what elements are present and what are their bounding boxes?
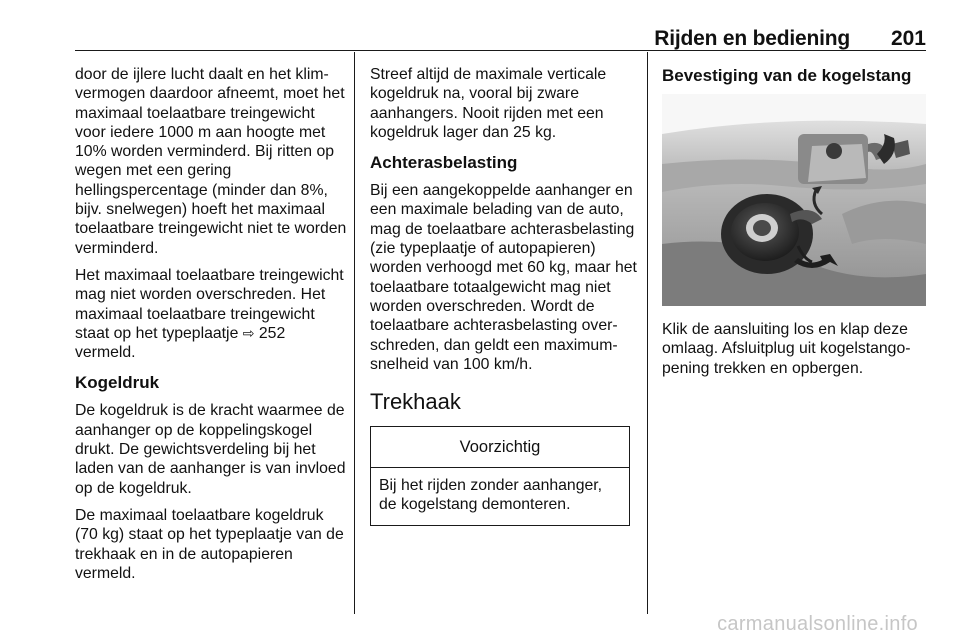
section-title-trekhaak: Trekhaak: [370, 389, 461, 415]
heading-kogeldruk: Kogeldruk: [75, 373, 160, 393]
paragraph-max-weight-text: Het maximaal toelaatbare treingewicht mag niet worden overschreden. Het maximaal toelaatbare treingewicht staat op het typeplaatje: [75, 266, 344, 342]
caution-text: Bij het rijden zonder aanhanger, de kogelstang demonteren.: [379, 477, 603, 514]
column-divider-right: [647, 52, 648, 614]
reference-page-number[interactable]: 252: [258, 324, 286, 342]
paragraph-kogeldruk-definition: De kogeldruk is de kracht waarmee de aanhanger op de koppelingskogel drukt. De gewichtsverdeling bij het laden van de aanhanger is van invloed op de kogeldruk.: [75, 402, 346, 497]
paragraph-altitude: door de ijlere lucht daalt en het klimvermogen daardoor afneemt, moet het maximaal toelaatbare treingewicht voor iedere 1000 m aan hoogte met 10% worden verminderd. Bij ritten op wegen met een gering hellingspercentage (minder dan 8%, bijv. snelwegen) hoeft het maximaal toelaatbare treingewicht niet te worden verminderd.: [75, 66, 347, 257]
page-reference-icon[interactable]: ⇨: [242, 324, 255, 341]
paragraph-rear-axle-load: Bij een aangekoppelde aanhanger en een maximale belading van de auto, mag de toelaatbare achterasbelasting (zie typeplaatje of autopapieren) worden verhoogd met 60 kg, maar het toelaatbare totaalgewicht mag niet worden overschreden. Wordt de toelaatbare achterasbelasting overschreden, dan geldt een maximumsnelheid van 100 km/h.: [370, 182, 637, 373]
paragraph-instruction: Klik de aansluiting los en klap deze omlaag. Afsluitplug uit kogelstangopening trekken en opbergen.: [662, 321, 911, 377]
paragraph-max-weight-tail: vermeld.: [75, 344, 136, 362]
caution-title: Voorzichtig: [371, 427, 629, 468]
chapter-title: Rijden en bediening: [654, 27, 850, 50]
paragraph-kogeldruk-max: De maximaal toelaatbare kogeldruk (70 kg) staat op het typeplaatje van de trekhaak en in de autopapieren vermeld.: [75, 506, 344, 582]
tow-bar-photo: [662, 94, 926, 306]
page-header: [75, 0, 926, 51]
column-2: [370, 65, 638, 526]
paragraph-max-weight: [75, 266, 347, 362]
column-divider-left: [354, 52, 355, 614]
page-number: 201: [890, 27, 926, 50]
heading-achterasbelasting: Achterasbelasting: [370, 153, 518, 173]
watermark: carmanualsonline.info: [717, 613, 918, 635]
column-3: [662, 65, 930, 386]
heading-bevestiging: Bevestiging van de kogelstang: [662, 66, 912, 85]
column-1: [75, 65, 347, 591]
caution-box: [370, 426, 630, 526]
paragraph-vertical-load: Streef altijd de maximale verticale kogeldruk na, vooral bij zware aanhangers. Nooit rijden met een kogeldruk lager dan 25 kg.: [370, 66, 607, 141]
